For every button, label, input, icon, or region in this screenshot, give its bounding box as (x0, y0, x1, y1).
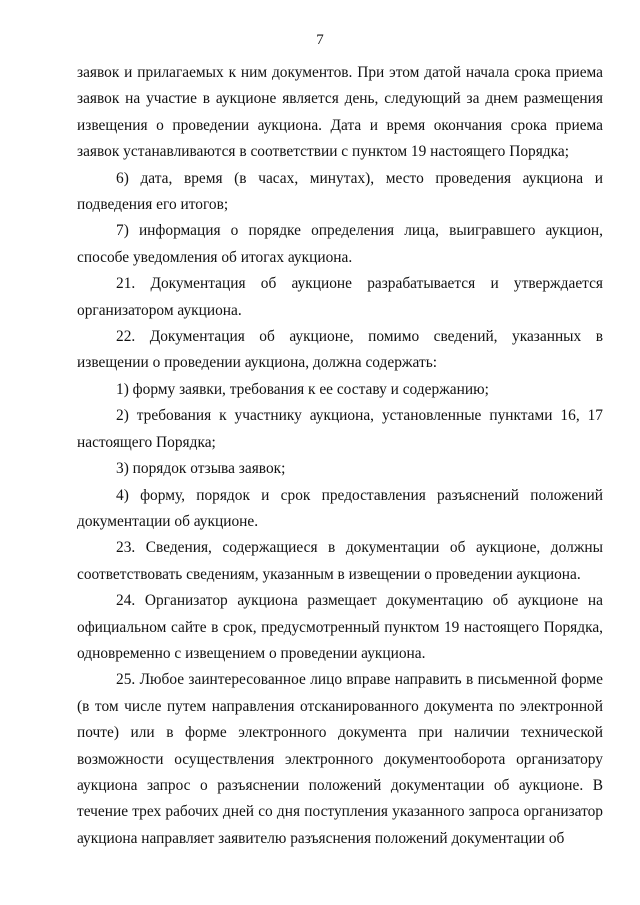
page-number: 7 (316, 32, 324, 48)
paragraph-item-1: 1) форму заявки, требования к ее составу и содержанию; (116, 380, 489, 398)
paragraph-item-2: 2) требования к участнику аукциона, установленные пунктами 16, 17 настоящего Порядка; (77, 407, 603, 451)
paragraph-clause-24: 24. Организатор аукциона размещает документацию об аукционе на официальном сайте в срок, предусмотренный пунктом 19 настоящего Порядка, одновременно с извещением о проведении аукциона. (77, 592, 603, 662)
paragraph-clause-23: 23. Сведения, содержащиеся в документации об аукционе, должны соответствовать сведениям, указанным в извещении о проведении аукциона. (77, 539, 603, 583)
paragraph-item-6: 6) дата, время (в часах, минутах), место проведения аукциона и подведения его итогов; (77, 169, 603, 214)
paragraph-item-3: 3) порядок отзыва заявок; (116, 460, 286, 478)
paragraph-item-4: 4) форму, порядок и срок предоставления разъяснений положений документации об аукционе. (77, 486, 603, 530)
paragraph-clause-25: 25. Любое заинтересованное лицо вправе направить в письменной форме (в том числе путем направления отсканированного документа по электронной почте) или в форме электронного документа при наличии технической возможности осуществления электронного документооборота организатору аукциона запрос о разъяснении положений документации об аукционе. В течение трех рабочих дней со дня поступления указанного запроса организатор аукциона направляет заявителю разъяснения положений документации об (77, 671, 603, 847)
document-body (77, 60, 603, 852)
paragraph-clause-22: 22. Документация об аукционе, помимо сведений, указанных в извещении о проведении аукциона, должна содержать: (77, 328, 603, 372)
paragraph-continuation: заявок и прилагаемых к ним документов. При этом датой начала срока приема заявок на участие в аукционе является день, следующий за днем размещения извещения о проведении аукциона. Дата и время окончания срока приема заявок устанавливаются в соответствии с пунктом 19 настоящего Порядка; (77, 64, 603, 161)
paragraph-item-7: 7) информация о порядке определения лица, выигравшего аукцион, способе уведомления об итогах аукциона. (77, 222, 603, 266)
paragraph-clause-21: 21. Документация об аукционе разрабатывается и утверждается организатором аукциона. (77, 275, 603, 319)
